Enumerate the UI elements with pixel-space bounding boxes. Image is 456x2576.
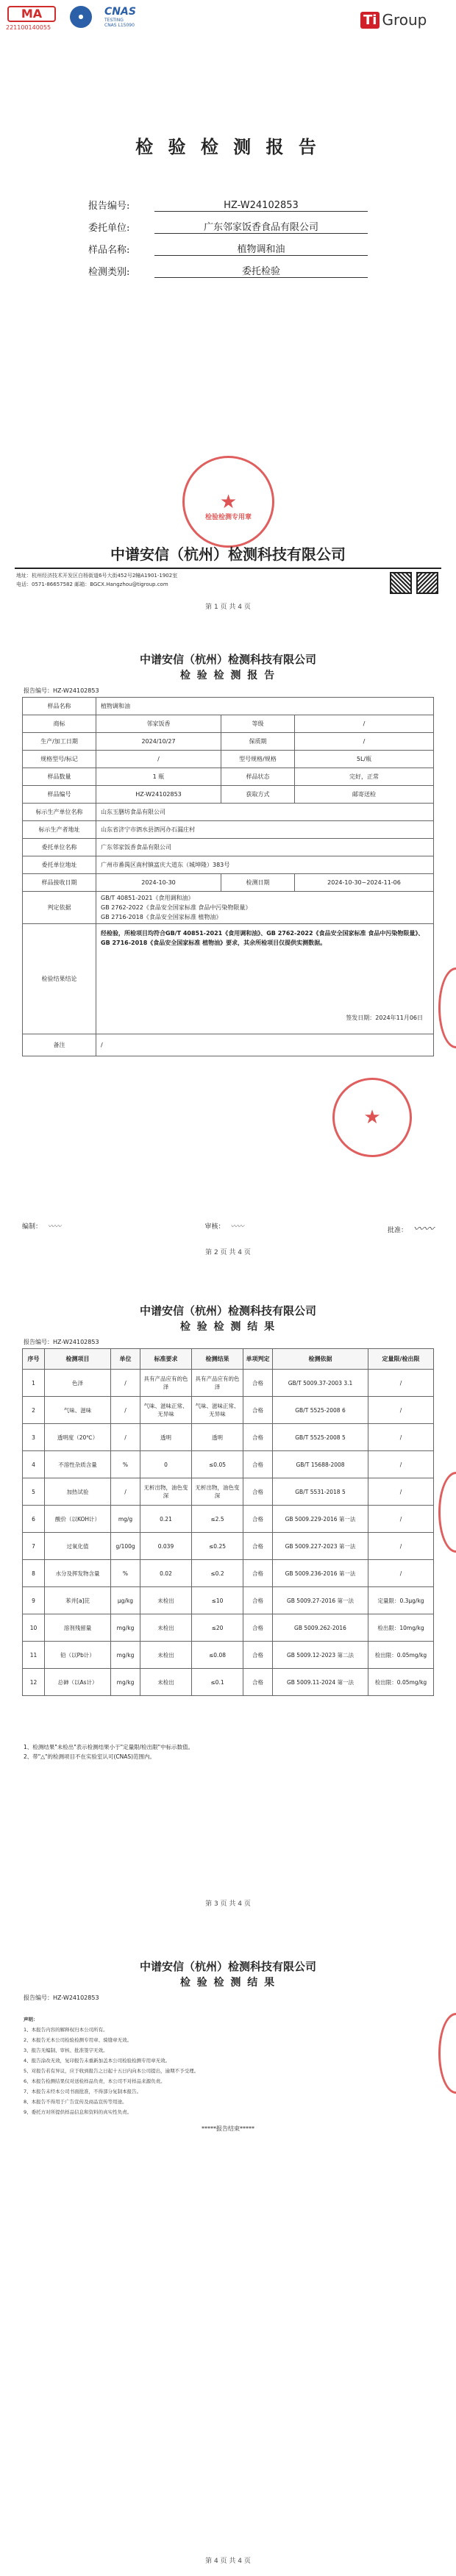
table-cell: 标示生产单位名称 xyxy=(23,804,96,821)
table-row xyxy=(23,1034,434,1056)
page-number: 第 4 页 共 4 页 xyxy=(205,2558,251,2565)
table-cell: 气味、滋味 xyxy=(45,1397,111,1424)
table-cell: 苯并[a]芘 xyxy=(45,1587,111,1614)
table-cell: / xyxy=(96,751,221,768)
table-cell: ≤0.1 xyxy=(192,1669,243,1696)
cnas-sub-text: TESTING xyxy=(104,18,124,23)
table-cell: 溶剂残留量 xyxy=(45,1614,111,1642)
cnas-code: CNAS L15090 xyxy=(104,23,135,28)
table-row xyxy=(23,1642,434,1669)
disclaimer-item: 9、委托方对所提供样品信息和资料的真实性负责。 xyxy=(24,2109,132,2115)
page-company: 中谱安信（杭州）检测科技有限公司 xyxy=(139,653,316,666)
table-cell: 透明 xyxy=(140,1424,192,1451)
table-cell: % xyxy=(111,1560,140,1587)
report-number: 报告编号：HZ-W24102853 xyxy=(24,687,99,694)
table-cell: 5L/瓶 xyxy=(295,751,434,768)
qr-code-icon xyxy=(390,572,412,594)
table-cell: / xyxy=(368,1478,434,1506)
page-number: 第 3 页 共 4 页 xyxy=(205,1900,251,1908)
table-cell: 检测日期 xyxy=(221,874,295,892)
table-cell: 合格 xyxy=(243,1451,273,1478)
table-cell: 9 xyxy=(23,1587,45,1614)
field-value: 委托检验 xyxy=(154,263,368,278)
table-cell: 2 xyxy=(23,1397,45,1424)
table-cell: / xyxy=(368,1370,434,1397)
table-cell: 11 xyxy=(23,1642,45,1669)
table-row xyxy=(23,1424,434,1451)
report-page-4 xyxy=(0,1932,456,2576)
table-cell: 规格型号/标记 xyxy=(23,751,96,768)
table-cell: 无析出物，油色变深 xyxy=(140,1478,192,1506)
cnas-logo xyxy=(104,6,149,31)
table-row xyxy=(23,715,434,733)
table-row xyxy=(23,804,434,821)
standard-item: GB/T 40851-2021《食用调和油》 xyxy=(101,895,194,901)
conclusion-cell xyxy=(96,924,434,1034)
table-row xyxy=(23,751,434,768)
disclaimer-item: 5、对报告若有异议，应于收到报告之日起十五日内向本公司提出，逾期不予受理。 xyxy=(24,2068,199,2074)
table-cell: 合格 xyxy=(243,1397,273,1424)
page-title: 检 验 检 测 报 告 xyxy=(179,670,277,681)
table-cell: 型号规格/规格 xyxy=(221,751,295,768)
table-cell: 检验结果结论 xyxy=(23,924,96,1034)
table-cell: GB/T 5525-2008 5 xyxy=(273,1424,368,1451)
table-cell: GB 5009.236-2016 第一法 xyxy=(273,1560,368,1587)
table-cell: 总砷（以As计） xyxy=(45,1669,111,1696)
report-number: 报告编号：HZ-W24102853 xyxy=(24,1994,99,2001)
table-cell: % xyxy=(111,1451,140,1478)
table-cell: 商标 xyxy=(23,715,96,733)
table-cell: GB/T 5009.37-2003 3.1 xyxy=(273,1370,368,1397)
table-cell: 生产/加工日期 xyxy=(23,733,96,751)
disclaimer-item: 3、报告无编制、审核、批准签字无效。 xyxy=(24,2047,108,2053)
table-cell: / xyxy=(368,1560,434,1587)
table-cell: 样品接收日期 xyxy=(23,874,96,892)
disclaimer-item: 2、本报告无本公司检验检测专用章、骑缝章无效。 xyxy=(24,2037,132,2043)
field-label: 检测类别: xyxy=(88,267,130,278)
table-cell: 3 xyxy=(23,1424,45,1451)
table-cell: GB/T 5525-2008 6 xyxy=(273,1397,368,1424)
table-cell: / xyxy=(368,1506,434,1533)
note-item: 2、带"△"的检测项目不在实验室认可(CNAS)范围内。 xyxy=(24,1753,156,1760)
standard-item: GB 2716-2018《食品安全国家标准 植物油》 xyxy=(101,914,222,920)
signature-scribble: 〰〰 xyxy=(230,1223,244,1231)
sample-info-table xyxy=(22,697,434,1056)
table-row xyxy=(23,856,434,874)
table-cell: 5 xyxy=(23,1478,45,1506)
table-cell: 1 瓶 xyxy=(96,768,221,786)
table-cell: ≤2.5 xyxy=(192,1506,243,1533)
table-cell: mg/kg xyxy=(111,1642,140,1669)
seal-star-icon: ★ xyxy=(363,1106,381,1128)
table-cell: 色泽 xyxy=(45,1370,111,1397)
ti-brand-mark: Ti xyxy=(360,12,380,29)
report-page-2 xyxy=(0,644,456,1288)
result-notes xyxy=(24,1742,193,1761)
ilac-logo xyxy=(65,6,97,31)
cover-fields xyxy=(88,190,368,278)
table-cell: 合格 xyxy=(243,1478,273,1506)
table-cell: GB 5009.262-2016 xyxy=(273,1614,368,1642)
table-cell: / xyxy=(368,1424,434,1451)
column-header: 标准要求 xyxy=(140,1349,192,1370)
table-cell: / xyxy=(368,1397,434,1424)
table-cell: μg/kg xyxy=(111,1587,140,1614)
cover-field-sample xyxy=(88,234,368,256)
qr-code-icon xyxy=(416,572,438,594)
table-cell: 获取方式 xyxy=(221,786,295,804)
disclaimer-item: 6、本报告检测结果仅对送检样品负责，本公司不对样品来源负责。 xyxy=(24,2078,165,2084)
table-cell: mg/kg xyxy=(111,1669,140,1696)
standards-cell xyxy=(96,892,434,924)
table-cell: mg/g xyxy=(111,1506,140,1533)
table-cell: 加热试验 xyxy=(45,1478,111,1506)
table-row xyxy=(23,733,434,751)
table-cell: ≤20 xyxy=(192,1614,243,1642)
results-body xyxy=(23,1370,434,1696)
table-cell: 8 xyxy=(23,1560,45,1587)
table-cell: 完好，正常 xyxy=(295,768,434,786)
table-cell: GB 5009.11-2024 第一法 xyxy=(273,1669,368,1696)
cover-field-client xyxy=(88,212,368,234)
sig-label: 批准： xyxy=(387,1227,407,1234)
cover-page xyxy=(0,0,456,644)
table-cell: 铅（以Pb计） xyxy=(45,1642,111,1669)
group-brand-text: Group xyxy=(382,11,427,29)
field-value: HZ-W24102853 xyxy=(154,200,368,212)
table-cell: 样品状态 xyxy=(221,768,295,786)
table-cell: 判定依据 xyxy=(23,892,96,924)
table-cell: / xyxy=(111,1424,140,1451)
table-row xyxy=(23,1370,434,1397)
table-cell: GB 5009.12-2023 第二法 xyxy=(273,1642,368,1669)
table-cell: GB/T 5531-2018 5 xyxy=(273,1478,368,1506)
table-row xyxy=(23,786,434,804)
page-number: 第 2 页 共 4 页 xyxy=(205,1249,251,1256)
table-cell: 合格 xyxy=(243,1560,273,1587)
table-cell: GB 5009.227-2023 第一法 xyxy=(273,1533,368,1560)
table-cell: 具有产品应有的色泽 xyxy=(192,1370,243,1397)
table-cell: 10 xyxy=(23,1614,45,1642)
table-cell: 山东省济宁市泗水县泗河办石漏庄村 xyxy=(96,821,434,839)
column-header: 检测依据 xyxy=(273,1349,368,1370)
cover-address: 地址：杭州经济技术开发区白杨街道6号大街452号2幢A1901-1902室 xyxy=(16,573,178,579)
field-label: 委托单位: xyxy=(88,223,130,234)
field-label: 报告编号: xyxy=(88,201,130,212)
table-row xyxy=(23,1478,434,1506)
table-row xyxy=(23,1533,434,1560)
table-cell: GB 5009.27-2016 第一法 xyxy=(273,1587,368,1614)
table-cell: 定量限：0.3μg/kg xyxy=(368,1587,434,1614)
table-cell: / xyxy=(111,1478,140,1506)
report-end-marker: *****报告结束***** xyxy=(202,2125,254,2132)
signature-scribble: 〰〰 xyxy=(48,1223,62,1231)
table-cell: 山东玉膳坊食品有限公司 xyxy=(96,804,434,821)
table-row xyxy=(23,1397,434,1424)
table-cell: mg/kg xyxy=(111,1614,140,1642)
table-row xyxy=(23,1587,434,1614)
table-cell: ≤0.25 xyxy=(192,1533,243,1560)
table-cell: 合格 xyxy=(243,1533,273,1560)
standard-item: GB 2762-2022《食品安全国家标准 食品中污染物限量》 xyxy=(101,904,252,911)
table-cell: GB 5009.229-2016 第一法 xyxy=(273,1506,368,1533)
page-number: 第 1 页 共 4 页 xyxy=(205,604,251,611)
signature-row xyxy=(22,1221,434,1236)
table-cell: GB/T 15688-2008 xyxy=(273,1451,368,1478)
table-cell: 样品编号 xyxy=(23,786,96,804)
table-cell: 广东邻家饭香食品有限公司 xyxy=(96,839,434,856)
table-cell: 样品名称 xyxy=(23,698,96,715)
table-cell: 2024-10-30 xyxy=(96,874,221,892)
table-cell: 0.21 xyxy=(140,1506,192,1533)
official-seal xyxy=(182,456,274,548)
table-cell: / xyxy=(368,1451,434,1478)
table-cell: 合格 xyxy=(243,1424,273,1451)
table-cell: 7 xyxy=(23,1533,45,1560)
cover-title: 检 验 检 测 报 告 xyxy=(135,137,321,157)
table-cell: / xyxy=(96,1034,434,1056)
table-cell: / xyxy=(295,715,434,733)
sign-date: 签发日期：2024年11月06日 xyxy=(346,1015,423,1021)
conclusion-text: 经检验，所检项目均符合GB/T 40851-2021《食用调和油》、GB 2762-2022《食品安全国家标准 食品中污染物限量》、GB 2716-2018《食品安全国家标准 植物油》要求，其余所检项目仅提供实测数据。 xyxy=(101,930,424,946)
table-cell: / xyxy=(111,1397,140,1424)
table-row xyxy=(23,839,434,856)
report-page-3 xyxy=(0,1288,456,1932)
column-header: 序号 xyxy=(23,1349,45,1370)
field-label: 样品名称: xyxy=(88,245,130,256)
report-number: 报告编号：HZ-W24102853 xyxy=(24,1339,99,1345)
cover-company: 中谱安信（杭州）检测科技有限公司 xyxy=(110,545,346,563)
table-cell: 等级 xyxy=(221,715,295,733)
table-cell: 委托单位地址 xyxy=(23,856,96,874)
cover-contact: 电话：0571-86657582 邮箱：BGCX.Hangzhou@tigroup.com xyxy=(16,582,168,587)
table-cell: 0 xyxy=(140,1451,192,1478)
table-cell: 合格 xyxy=(243,1587,273,1614)
table-cell: 酸价（以KOH计） xyxy=(45,1506,111,1533)
table-cell: 样品数量 xyxy=(23,768,96,786)
results-table xyxy=(22,1348,434,1696)
table-cell: 保质期 xyxy=(221,733,295,751)
table-cell: 12 xyxy=(23,1669,45,1696)
table-cell: 合格 xyxy=(243,1614,273,1642)
table-cell: 水分及挥发物含量 xyxy=(45,1560,111,1587)
table-cell: 邻家饭香 xyxy=(96,715,221,733)
cnas-logo-text: CNAS xyxy=(104,6,136,18)
table-row xyxy=(23,1506,434,1533)
table-cell: 检出限：0.05mg/kg xyxy=(368,1642,434,1669)
table-cell: 植物调和油 xyxy=(96,698,434,715)
table-row xyxy=(23,1614,434,1642)
disclaimer-block xyxy=(24,2014,432,2117)
column-header: 检测项目 xyxy=(45,1349,111,1370)
table-cell: 0.039 xyxy=(140,1533,192,1560)
table-cell: / xyxy=(368,1533,434,1560)
table-cell: 未检出 xyxy=(140,1587,192,1614)
page-company: 中谱安信（杭州）检测科技有限公司 xyxy=(139,1960,316,1973)
disclaimer-title: 声明： xyxy=(24,2017,38,2022)
table-cell: g/100g xyxy=(111,1533,140,1560)
column-header: 检测结果 xyxy=(192,1349,243,1370)
table-cell: ≤10 xyxy=(192,1587,243,1614)
table-cell: 未检出 xyxy=(140,1614,192,1642)
signature-reviewer xyxy=(204,1221,243,1236)
table-cell: 邮寄送检 xyxy=(295,786,434,804)
table-row xyxy=(23,821,434,839)
ma-logo-text: MA xyxy=(21,7,43,21)
table-cell: 未检出 xyxy=(140,1669,192,1696)
table-cell: HZ-W24102853 xyxy=(96,786,221,804)
disclaimer-item: 7、本报告未经本公司书面批准，不得部分复制本报告。 xyxy=(24,2089,142,2094)
column-header: 定量限/检出限 xyxy=(368,1349,434,1370)
table-cell: 4 xyxy=(23,1451,45,1478)
table-row xyxy=(23,1560,434,1587)
table-cell: ≤0.2 xyxy=(192,1560,243,1587)
sig-label: 审核： xyxy=(204,1223,225,1231)
perforation-seal xyxy=(438,1472,456,1553)
table-cell: 备注 xyxy=(23,1034,96,1056)
table-cell: 合格 xyxy=(243,1370,273,1397)
ilac-globe-icon: ● xyxy=(70,6,92,28)
note-item: 1、检测结果"未检出"表示检测结果小于"定量限/检出限"中标示数值。 xyxy=(24,1744,194,1750)
table-cell: 0.02 xyxy=(140,1560,192,1587)
table-cell: 检出限：0.05mg/kg xyxy=(368,1669,434,1696)
table-cell: 6 xyxy=(23,1506,45,1533)
table-cell: 合格 xyxy=(243,1669,273,1696)
column-header: 单项判定 xyxy=(243,1349,273,1370)
table-cell: 合格 xyxy=(243,1642,273,1669)
perforation-seal xyxy=(438,967,456,1048)
table-row xyxy=(23,1451,434,1478)
seal-text: 检验检测专用章 xyxy=(204,513,252,521)
table-row xyxy=(23,874,434,892)
field-value: 植物调和油 xyxy=(154,241,368,256)
page-company: 中谱安信（杭州）检测科技有限公司 xyxy=(139,1304,316,1317)
signature-approver xyxy=(388,1221,434,1236)
table-row xyxy=(23,698,434,715)
table-cell: 透明度（20℃） xyxy=(45,1424,111,1451)
table-cell: 标示生产者地址 xyxy=(23,821,96,839)
ma-number: 221100140055 xyxy=(6,24,51,31)
table-cell: 具有产品应有的色泽 xyxy=(140,1370,192,1397)
cover-field-category xyxy=(88,256,368,278)
table-cell: 检出限：10mg/kg xyxy=(368,1614,434,1642)
table-cell: 无析出物，油色变深 xyxy=(192,1478,243,1506)
table-cell: ≤0.08 xyxy=(192,1642,243,1669)
perforation-seal xyxy=(438,2013,456,2094)
table-cell: / xyxy=(111,1370,140,1397)
sig-label: 编制： xyxy=(22,1223,43,1231)
table-cell: 气味、滋味正常、无异味 xyxy=(192,1397,243,1424)
signature-scribble: 〰〰 xyxy=(413,1223,434,1235)
table-cell: 1 xyxy=(23,1370,45,1397)
column-header: 单位 xyxy=(111,1349,140,1370)
seal-star-icon: ★ xyxy=(219,490,238,513)
ma-logo xyxy=(7,6,56,22)
table-cell: 广州市番禺区南村镇富庆大道东（城坤隆）383号 xyxy=(96,856,434,874)
table-cell: 透明 xyxy=(192,1424,243,1451)
table-cell: 2024/10/27 xyxy=(96,733,221,751)
table-cell: 过氧化值 xyxy=(45,1533,111,1560)
cover-field-report-no xyxy=(88,190,368,212)
tigroup-logo xyxy=(360,10,427,29)
table-cell: / xyxy=(295,733,434,751)
official-seal xyxy=(332,1078,412,1157)
table-cell: 合格 xyxy=(243,1506,273,1533)
disclaimer-item: 4、报告涂改无效，复印报告未重新加盖本公司检验检测专用章无效。 xyxy=(24,2058,171,2064)
field-value: 广东邻家饭香食品有限公司 xyxy=(154,219,368,234)
disclaimer-item: 1、本报告内容的解释权归本公司所有。 xyxy=(24,2027,108,2033)
disclaimer-item: 8、本报告不得用于广告宣传及商品宣传等用途。 xyxy=(24,2099,127,2105)
table-cell: ≤0.05 xyxy=(192,1451,243,1478)
page-title: 检 验 检 测 结 果 xyxy=(179,1321,277,1333)
table-row xyxy=(23,768,434,786)
table-cell: 委托单位名称 xyxy=(23,839,96,856)
cover-divider xyxy=(15,568,441,569)
table-row xyxy=(23,1669,434,1696)
table-header-row xyxy=(23,1349,434,1370)
table-row xyxy=(23,892,434,924)
table-cell: 气味、滋味正常、无异味 xyxy=(140,1397,192,1424)
table-cell: 2024-10-30~2024-11-06 xyxy=(295,874,434,892)
table-cell: 不溶性杂质含量 xyxy=(45,1451,111,1478)
page-title: 检 验 检 测 结 果 xyxy=(179,1977,277,1989)
signature-compiler xyxy=(22,1221,61,1236)
table-cell: 未检出 xyxy=(140,1642,192,1669)
table-row xyxy=(23,924,434,1034)
